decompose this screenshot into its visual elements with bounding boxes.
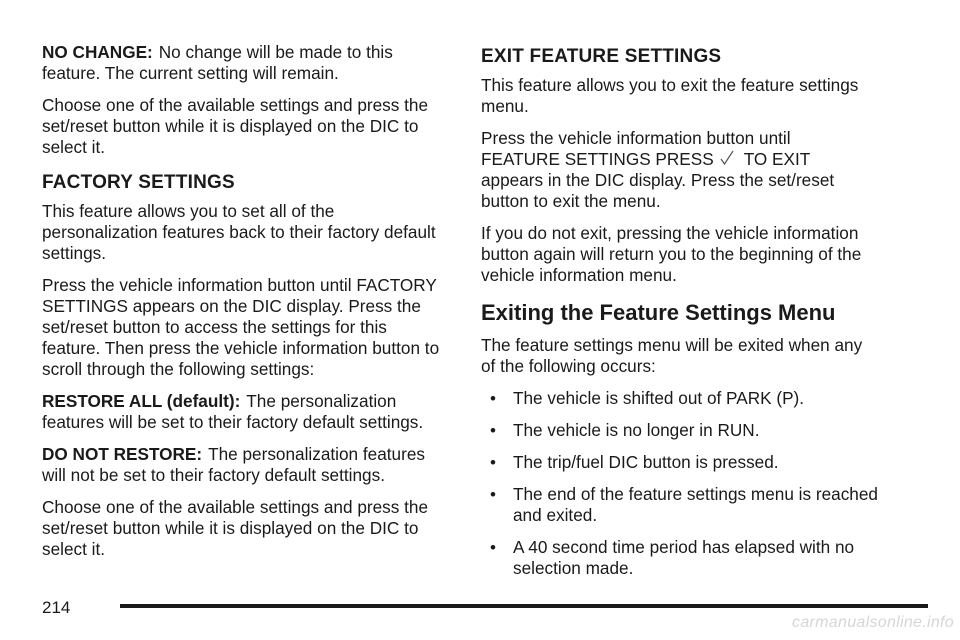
do-not-restore-text: The personalization features will not be set to their factory default settings. (42, 444, 425, 485)
exit-instructions-rest: appears in the DIC display. Press the set/reset button to exit the menu. (481, 170, 835, 211)
left-column (42, 42, 442, 571)
exit-conditions-list (481, 388, 881, 579)
factory-settings-heading: FACTORY SETTINGS (42, 172, 235, 193)
exit-instructions-line1: Press the vehicle information button until (481, 128, 791, 148)
checkmark-icon (720, 150, 734, 166)
exit-intro-paragraph: This feature allows you to exit the feature settings menu. (481, 75, 859, 116)
no-change-paragraph (42, 42, 442, 84)
do-not-restore-label: DO NOT RESTORE: (42, 444, 203, 464)
exit-instructions-paragraph (481, 128, 881, 212)
list-item-text: A 40 second time period has elapsed with no selection made. (513, 537, 855, 578)
choose-setting-paragraph: Choose one of the available settings and press the set/reset button while it is displayed on the DIC to select it. (42, 95, 429, 157)
exit-instructions-line2a: FEATURE SETTINGS PRESS (481, 149, 714, 169)
list-item-text: The end of the feature settings menu is reached and exited. (513, 484, 878, 525)
exit-feature-settings-heading: EXIT FEATURE SETTINGS (481, 46, 722, 67)
no-change-label: NO CHANGE: (42, 42, 153, 62)
list-item-text: The vehicle is shifted out of PARK (P). (513, 388, 805, 408)
no-change-text: No change will be made to this feature. The current setting will remain. (42, 42, 393, 83)
bullet-icon: • (490, 453, 496, 472)
exit-instructions-line2b: TO EXIT (743, 149, 811, 169)
page-number: 214 (42, 598, 71, 617)
exiting-menu-heading: Exiting the Feature Settings Menu (481, 300, 836, 325)
restore-all-paragraph (42, 391, 442, 433)
list-item-text: The trip/fuel DIC button is pressed. (513, 452, 779, 472)
restore-all-text: The personalization features will be set to their factory default settings. (42, 391, 424, 432)
bullet-icon: • (490, 538, 496, 557)
list-item (481, 452, 881, 473)
list-item (481, 388, 881, 409)
factory-instructions-paragraph: Press the vehicle information button until FACTORY SETTINGS appears on the DIC display. Press the set/reset button to access the settings for this feature. Then press the vehicle information button to scroll through the following settings: (42, 275, 440, 379)
list-item (481, 537, 881, 579)
footer-rule (120, 604, 928, 608)
exit-conditions-intro: The feature settings menu will be exited when any of the following occurs: (481, 335, 863, 376)
factory-intro-paragraph: This feature allows you to set all of the personalization features back to their factory default settings. (42, 201, 436, 263)
list-item (481, 484, 881, 526)
choose-setting-paragraph-2: Choose one of the available settings and press the set/reset button while it is displayed on the DIC to select it. (42, 497, 429, 559)
page-footer (42, 596, 888, 620)
restore-all-label: RESTORE ALL (default): (42, 391, 241, 411)
right-column (481, 46, 881, 590)
bullet-icon: • (490, 485, 496, 504)
list-item (481, 420, 881, 441)
do-not-restore-paragraph (42, 444, 442, 486)
not-exit-paragraph: If you do not exit, pressing the vehicle information button again will return you to the beginning of the vehicle information menu. (481, 223, 862, 285)
watermark: carmanualsonline.info (792, 614, 954, 631)
bullet-icon: • (490, 421, 496, 440)
bullet-icon: • (490, 389, 496, 408)
list-item-text: The vehicle is no longer in RUN. (513, 420, 760, 440)
